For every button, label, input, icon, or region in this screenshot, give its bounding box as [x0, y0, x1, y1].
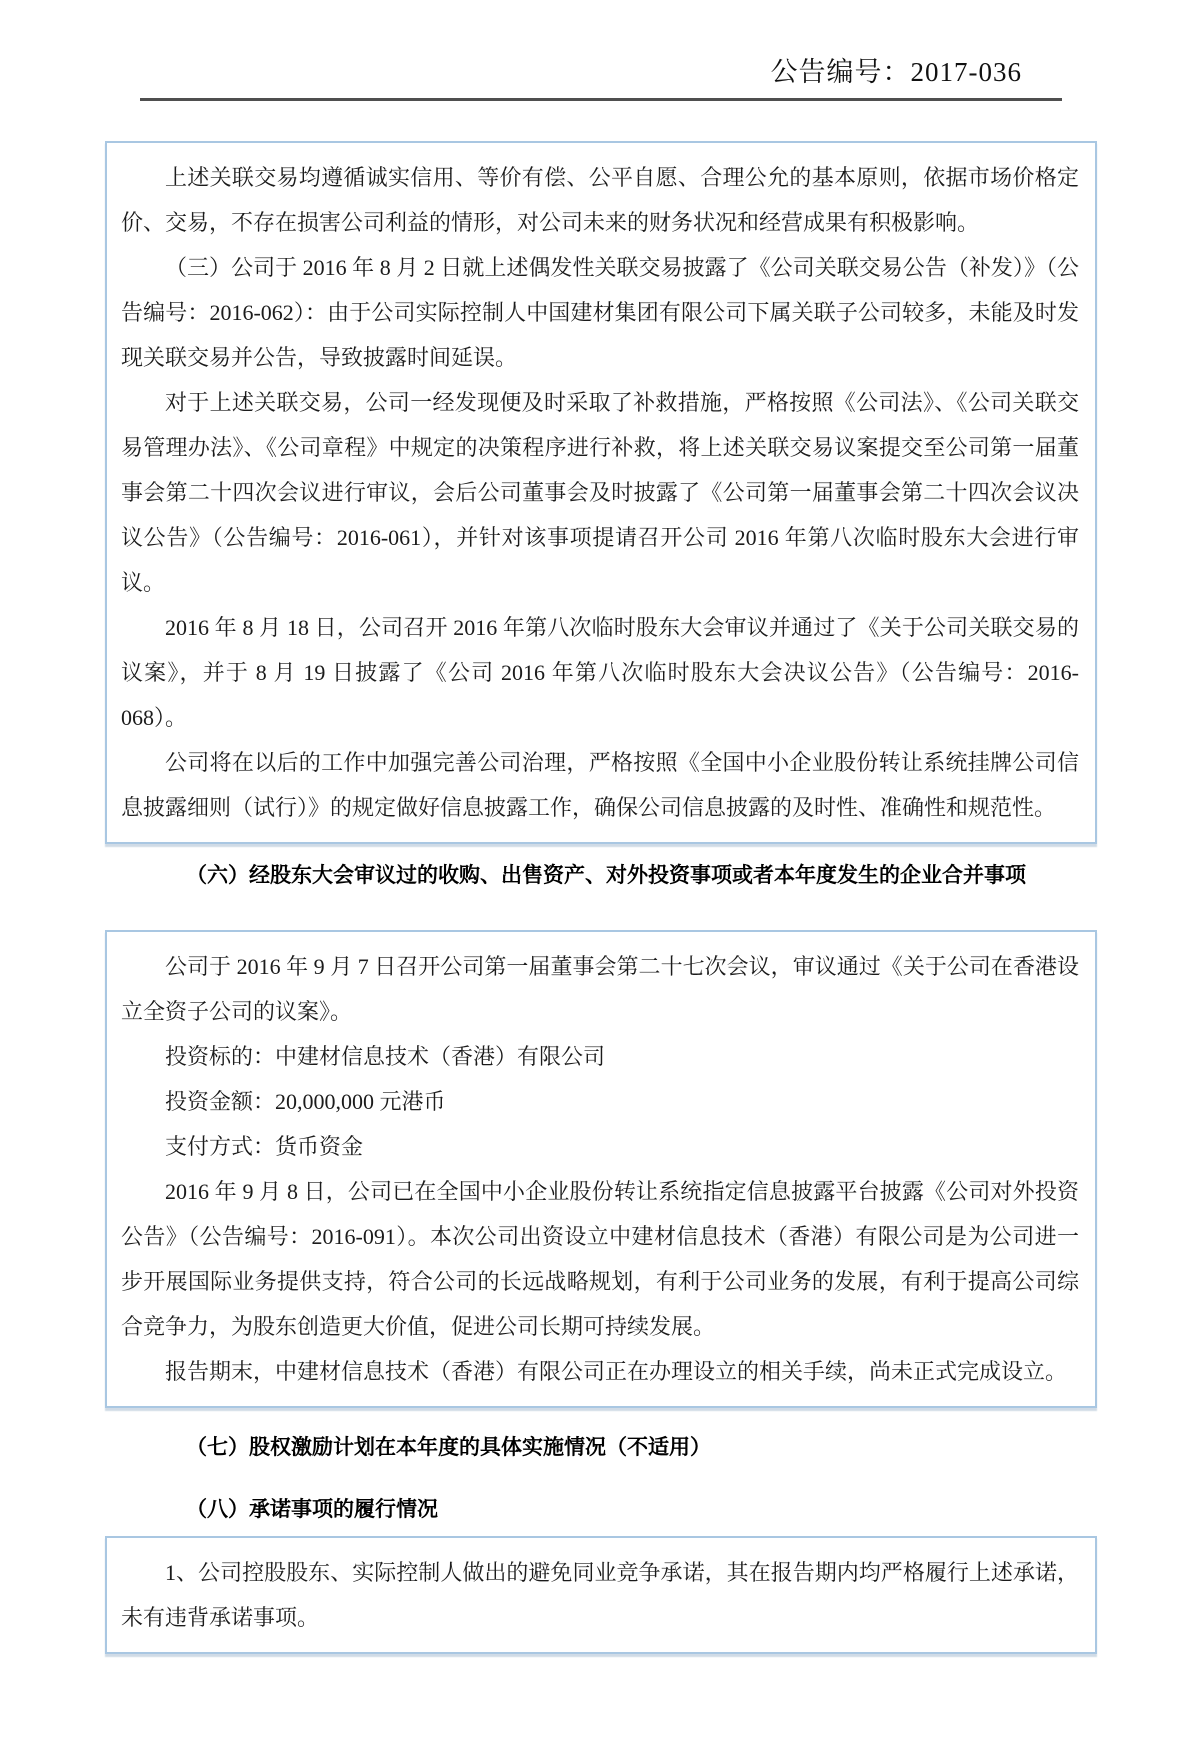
paragraph-payment-method: 支付方式：货币资金	[165, 1134, 364, 1159]
section-heading-6: （六）经股东大会审议过的收购、出售资产、对外投资事项或者本年度发生的企业合并事项	[186, 863, 1026, 887]
section-heading-7: （七）股权激励计划在本年度的具体实施情况（不适用）	[186, 1435, 711, 1459]
paragraph-governance-improvement: 公司将在以后的工作中加强完善公司治理，严格按照《全国中小企业股份转让系统挂牌公司信息披露细则（试行）》的规定做好信息披露工作，确保公司信息披露的及时性、准确性和规范性。	[121, 750, 1079, 820]
text-box-related-transactions	[105, 141, 1097, 844]
paragraph-shareholder-meeting: 2016 年 8 月 18 日，公司召开 2016 年第八次临时股东大会审议并通过了《关于公司关联交易的议案》，并于 8 月 19 日披露了《公司 2016 年第八次临时股东大会决议公告》（公告编号：2016-068）。	[121, 615, 1079, 730]
paragraph-non-compete-commitment: 1、公司控股股东、实际控制人做出的避免同业竞争承诺，其在报告期内均严格履行上述承诺，未有违背承诺事项。	[121, 1560, 1079, 1630]
page-header	[140, 50, 1062, 101]
paragraph-remedy-measures: 对于上述关联交易，公司一经发现便及时采取了补救措施，严格按照《公司法》、《公司关联交易管理办法》、《公司章程》中规定的决策程序进行补救，将上述关联交易议案提交至公司第一届董事会第二十四次会议进行审议，会后公司董事会及时披露了《公司第一届董事会第二十四次会议决议公告》（公告编号：2016-061），并针对该事项提请召开公司 2016 年第八次临时股东大会进行审议。	[121, 390, 1079, 595]
section-heading-8: （八）承诺事项的履行情况	[186, 1497, 438, 1521]
text-box-commitments	[105, 1536, 1097, 1654]
paragraph-investment-announcement: 2016 年 9 月 8 日，公司已在全国中小企业股份转让系统指定信息披露平台披露《公司对外投资公告》（公告编号：2016-091）。本次公司出资设立中建材信息技术（香港）有限公司是为公司进一步开展国际业务提供支持，符合公司的长远战略规划，有利于公司业务的发展，有利于提高公司综合竞争力，为股东创造更大价值，促进公司长期可持续发展。	[121, 1179, 1079, 1339]
announcement-number: 公告编号：2017-036	[770, 57, 1022, 87]
paragraph-investment-amount: 投资金额：20,000,000 元港币	[165, 1089, 446, 1114]
paragraph-setup-status: 报告期末，中建材信息技术（香港）有限公司正在办理设立的相关手续，尚未正式完成设立。	[165, 1359, 1068, 1384]
paragraph-board-meeting: 公司于 2016 年 9 月 7 日召开公司第一届董事会第二十七次会议，审议通过《关于公司在香港设立全资子公司的议案》。	[121, 954, 1079, 1024]
paragraph-disclosure-supplement: （三）公司于 2016 年 8 月 2 日就上述偶发性关联交易披露了《公司关联交易公告（补发）》（公告编号：2016-062）：由于公司实际控制人中国建材集团有限公司下属关联子公司较多，未能及时发现关联交易并公告，导致披露时间延误。	[121, 255, 1079, 370]
text-box-hk-investment	[105, 930, 1097, 1408]
paragraph-investment-target: 投资标的：中建材信息技术（香港）有限公司	[165, 1044, 606, 1069]
paragraph-principles: 上述关联交易均遵循诚实信用、等价有偿、公平自愿、合理公允的基本原则，依据市场价格定价、交易，不存在损害公司利益的情形，对公司未来的财务状况和经营成果有积极影响。	[121, 165, 1079, 235]
